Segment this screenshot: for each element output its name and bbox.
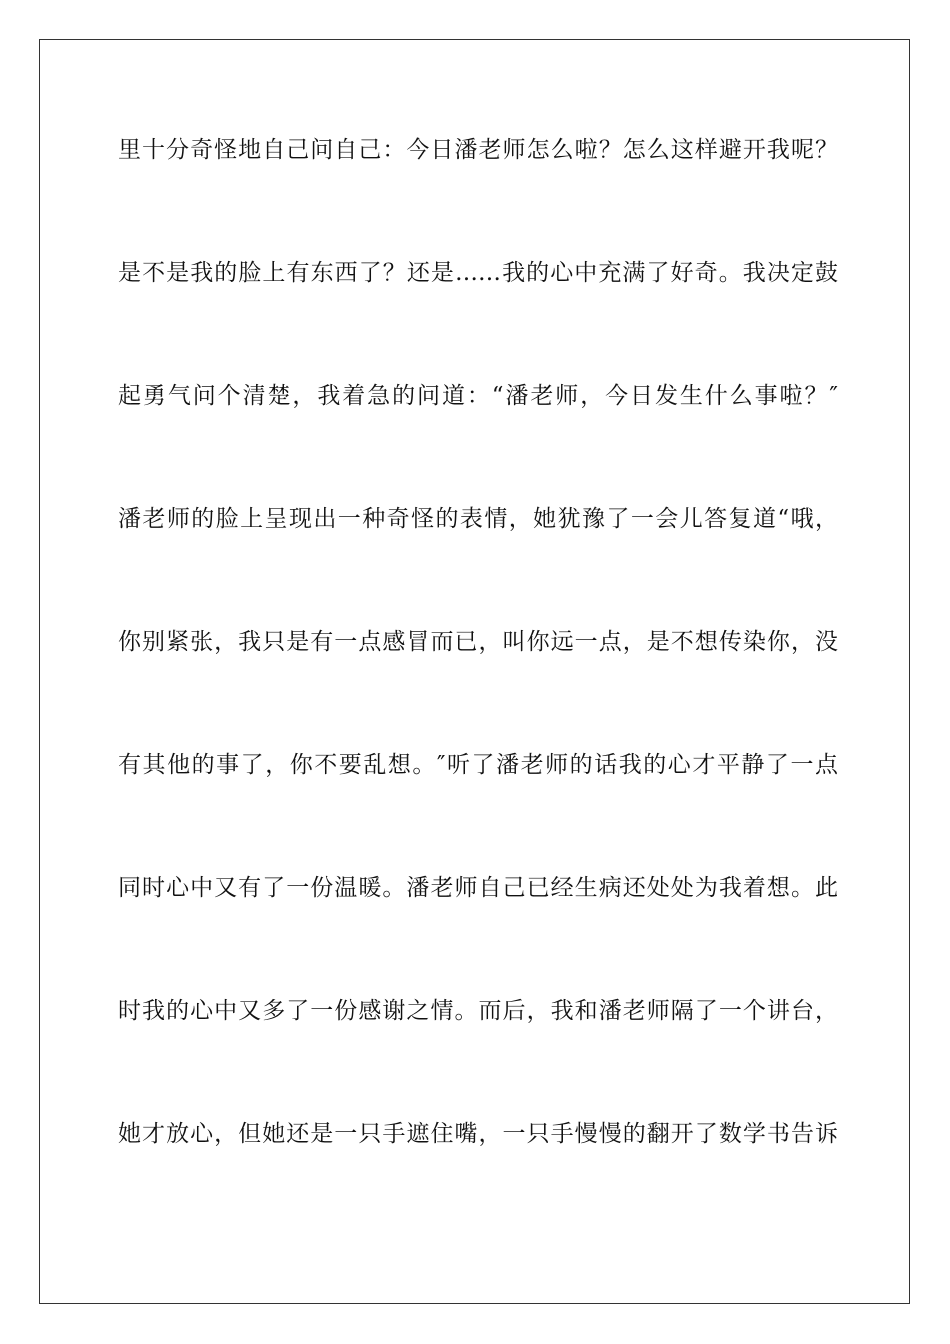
body-text-line: 时我的心中又多了一份感谢之情。而后，我和潘老师隔了一个讲台， xyxy=(118,998,838,1024)
body-text-line: 她才放心，但她还是一只手遮住嘴，一只手慢慢的翻开了数学书告诉 xyxy=(118,1121,838,1147)
body-text-line: 同时心中又有了一份温暖。潘老师自己已经生病还处处为我着想。此 xyxy=(118,875,838,901)
body-text-line: 有其他的事了，你不要乱想。″听了潘老师的话我的心才平静了一点 xyxy=(118,752,838,778)
body-text-line: 起勇气问个清楚，我着急的问道：“潘老师，今日发生什么事啦？″ xyxy=(118,383,838,409)
body-text-line: 里十分奇怪地自己问自己：今日潘老师怎么啦？怎么这样避开我呢？ xyxy=(118,137,838,163)
body-text-line: 你别紧张，我只是有一点感冒而已，叫你远一点，是不想传染你，没 xyxy=(118,629,838,655)
body-text-line: 潘老师的脸上呈现出一种奇怪的表情，她犹豫了一会儿答复道“哦， xyxy=(118,506,838,532)
body-text-line: 是不是我的脸上有东西了？还是……我的心中充满了好奇。我决定鼓 xyxy=(118,260,838,286)
